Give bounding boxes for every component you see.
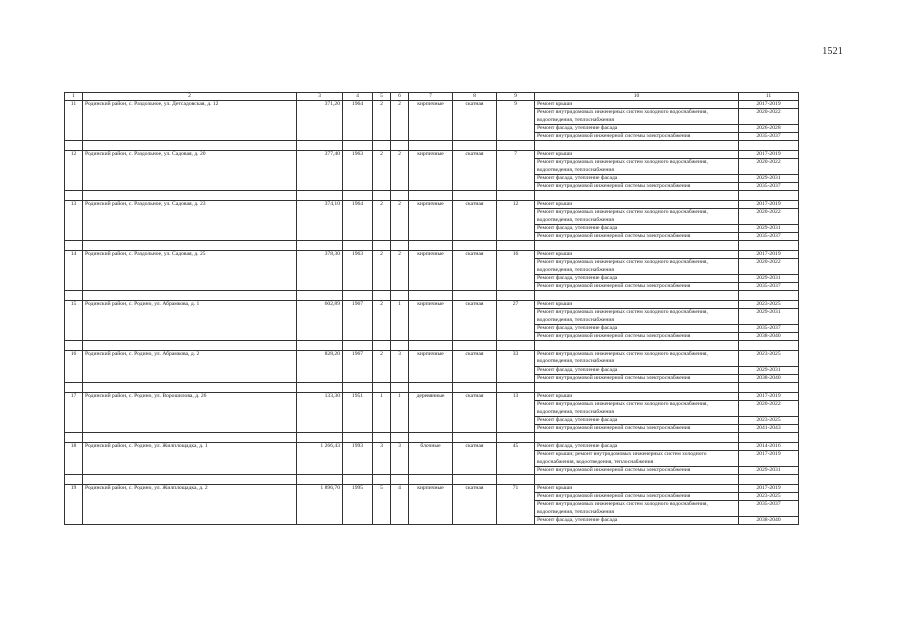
spacer-cell bbox=[739, 291, 799, 301]
record-area: 1 896,70 bbox=[297, 484, 343, 524]
spacer-cell bbox=[453, 341, 497, 351]
work-period: 2029-2031 bbox=[739, 309, 799, 324]
spacer-cell bbox=[535, 191, 739, 201]
spacer-cell bbox=[391, 433, 409, 443]
record-entrances: 2 bbox=[391, 101, 409, 141]
spacer-cell bbox=[391, 291, 409, 301]
spacer-cell bbox=[391, 191, 409, 201]
work-name: Ремонт фасада, утепление фасада bbox=[535, 416, 739, 424]
table-row bbox=[65, 393, 799, 401]
spacer-cell bbox=[409, 291, 453, 301]
record-floors: 3 bbox=[373, 443, 391, 475]
work-name: Ремонт внутридомовой инженерной системы электроснабжения bbox=[535, 374, 739, 382]
column-number: 5 bbox=[373, 93, 391, 101]
work-name: Ремонт крыши bbox=[535, 101, 739, 109]
spacer-cell bbox=[373, 383, 391, 393]
spacer-cell bbox=[373, 191, 391, 201]
spacer-cell bbox=[343, 341, 373, 351]
table-row bbox=[65, 301, 799, 309]
work-period: 2035-2037 bbox=[739, 233, 799, 241]
record-address: Родинский район, с. Родино, ул. Жилплощадка, д. 2 bbox=[83, 484, 297, 524]
spacer-cell bbox=[497, 191, 535, 201]
record-floors: 2 bbox=[373, 151, 391, 191]
spacer-cell bbox=[343, 191, 373, 201]
spacer-cell bbox=[409, 433, 453, 443]
record-year: 1964 bbox=[343, 101, 373, 141]
spacer-cell bbox=[453, 191, 497, 201]
record-spacer-row bbox=[65, 241, 799, 251]
work-name: Ремонт фасада, утепление фасада bbox=[535, 443, 739, 451]
record-entrances: 2 bbox=[391, 151, 409, 191]
record-address: Родинский район, с. Родино, ул. Абрамкова, д. 1 bbox=[83, 301, 297, 341]
work-period: 2035-2037 bbox=[739, 183, 799, 191]
work-period: 2017-2019 bbox=[739, 484, 799, 492]
table-row bbox=[65, 443, 799, 451]
spacer-cell bbox=[497, 241, 535, 251]
spacer-cell bbox=[409, 141, 453, 151]
table-row bbox=[65, 201, 799, 209]
spacer-cell bbox=[391, 474, 409, 484]
spacer-cell bbox=[373, 241, 391, 251]
spacer-cell bbox=[453, 474, 497, 484]
work-period: 2029-2031 bbox=[739, 174, 799, 182]
record-apartments: 33 bbox=[497, 351, 535, 383]
spacer-cell bbox=[83, 383, 297, 393]
work-name: Ремонт внутридомовых инженерных систем холодного водоснабжения, водоотведения, теплоснабжения bbox=[535, 501, 739, 516]
spacer-cell bbox=[83, 433, 297, 443]
record-number: 18 bbox=[65, 443, 83, 475]
work-name: Ремонт внутридомовых инженерных систем холодного водоснабжения, водоотведения, теплоснабжения bbox=[535, 109, 739, 124]
spacer-cell bbox=[739, 191, 799, 201]
spacer-cell bbox=[343, 291, 373, 301]
record-area: 828,20 bbox=[297, 351, 343, 383]
record-wall-material: деревянные bbox=[409, 393, 453, 433]
work-period: 2038-2040 bbox=[739, 516, 799, 524]
record-floors: 2 bbox=[373, 351, 391, 383]
record-year: 1993 bbox=[343, 443, 373, 475]
record-year: 1967 bbox=[343, 301, 373, 341]
record-spacer-row bbox=[65, 383, 799, 393]
spacer-cell bbox=[497, 474, 535, 484]
spacer-cell bbox=[391, 241, 409, 251]
spacer-cell bbox=[497, 141, 535, 151]
work-name: Ремонт внутридомовой инженерной системы электроснабжения bbox=[535, 493, 739, 501]
record-number: 17 bbox=[65, 393, 83, 433]
spacer-cell bbox=[739, 433, 799, 443]
record-spacer-row bbox=[65, 433, 799, 443]
record-spacer-row bbox=[65, 341, 799, 351]
work-period: 2038-2040 bbox=[739, 333, 799, 341]
table-body bbox=[65, 93, 799, 525]
record-address: Родинский район, с. Раздольное, ул. Детсадовская, д. 12 bbox=[83, 101, 297, 141]
spacer-cell bbox=[343, 141, 373, 151]
record-wall-material: кирпичные bbox=[409, 251, 453, 291]
spacer-cell bbox=[739, 474, 799, 484]
record-year: 1995 bbox=[343, 484, 373, 524]
record-roof-type: скатная bbox=[453, 151, 497, 191]
work-period: 2023-2025 bbox=[739, 301, 799, 309]
work-period: 2035-2037 bbox=[739, 501, 799, 516]
work-name: Ремонт внутридомовых инженерных систем холодного водоснабжения, водоотведения, теплоснабжения bbox=[535, 259, 739, 274]
spacer-cell bbox=[497, 341, 535, 351]
column-number: 9 bbox=[497, 93, 535, 101]
record-year: 1951 bbox=[343, 393, 373, 433]
spacer-cell bbox=[297, 141, 343, 151]
work-name: Ремонт внутридомовой инженерной системы электроснабжения bbox=[535, 233, 739, 241]
work-name: Ремонт фасада, утепление фасада bbox=[535, 324, 739, 332]
spacer-cell bbox=[373, 141, 391, 151]
record-floors: 2 bbox=[373, 251, 391, 291]
record-wall-material: кирпичные bbox=[409, 151, 453, 191]
spacer-cell bbox=[297, 241, 343, 251]
column-number: 7 bbox=[409, 93, 453, 101]
spacer-cell bbox=[65, 191, 83, 201]
record-apartments: 13 bbox=[497, 393, 535, 433]
spacer-cell bbox=[535, 141, 739, 151]
record-apartments: 27 bbox=[497, 301, 535, 341]
record-spacer-row bbox=[65, 141, 799, 151]
record-spacer-row bbox=[65, 191, 799, 201]
housing-registry-table bbox=[64, 92, 799, 525]
work-period: 2017-2019 bbox=[739, 151, 799, 159]
spacer-cell bbox=[343, 433, 373, 443]
record-entrances: 2 bbox=[391, 201, 409, 241]
spacer-cell bbox=[535, 383, 739, 393]
work-period: 2038-2040 bbox=[739, 374, 799, 382]
spacer-cell bbox=[535, 433, 739, 443]
spacer-cell bbox=[739, 141, 799, 151]
work-name: Ремонт крыши bbox=[535, 484, 739, 492]
record-roof-type: скатная bbox=[453, 443, 497, 475]
record-number: 11 bbox=[65, 101, 83, 141]
record-wall-material: кирпичные bbox=[409, 301, 453, 341]
record-area: 602,89 bbox=[297, 301, 343, 341]
column-number: 4 bbox=[343, 93, 373, 101]
spacer-cell bbox=[83, 291, 297, 301]
work-name: Ремонт внутридомовой инженерной системы электроснабжения bbox=[535, 133, 739, 141]
work-period: 2020-2022 bbox=[739, 259, 799, 274]
table-row bbox=[65, 151, 799, 159]
record-wall-material: кирпичные bbox=[409, 484, 453, 524]
column-number: 10 bbox=[535, 93, 739, 101]
record-entrances: 3 bbox=[391, 351, 409, 383]
spacer-cell bbox=[535, 341, 739, 351]
spacer-cell bbox=[497, 433, 535, 443]
work-name: Ремонт внутридомовых инженерных систем холодного водоснабжения, водоотведения, теплоснабжения bbox=[535, 351, 739, 366]
record-address: Родинский район, с. Раздольное, ул. Садовая, д. 25 bbox=[83, 251, 297, 291]
work-period: 2023-2025 bbox=[739, 416, 799, 424]
record-spacer-row bbox=[65, 474, 799, 484]
spacer-cell bbox=[65, 433, 83, 443]
record-number: 19 bbox=[65, 484, 83, 524]
record-roof-type: скатная bbox=[453, 201, 497, 241]
spacer-cell bbox=[83, 474, 297, 484]
record-year: 1967 bbox=[343, 351, 373, 383]
work-name: Ремонт внутридомовых инженерных систем холодного водоснабжения, водоотведения, теплоснабжения bbox=[535, 209, 739, 224]
record-floors: 2 bbox=[373, 201, 391, 241]
work-name: Ремонт внутридомовой инженерной системы электроснабжения bbox=[535, 466, 739, 474]
record-area: 377,40 bbox=[297, 151, 343, 191]
work-period: 2014-2016 bbox=[739, 443, 799, 451]
spacer-cell bbox=[391, 141, 409, 151]
record-entrances: 1 bbox=[391, 301, 409, 341]
record-wall-material: кирпичные bbox=[409, 101, 453, 141]
column-numbers-row bbox=[65, 93, 799, 101]
work-period: 2035-2037 bbox=[739, 324, 799, 332]
spacer-cell bbox=[739, 341, 799, 351]
record-area: 1 266,43 bbox=[297, 443, 343, 475]
record-number: 15 bbox=[65, 301, 83, 341]
work-period: 2017-2019 bbox=[739, 451, 799, 466]
spacer-cell bbox=[65, 341, 83, 351]
work-period: 2017-2019 bbox=[739, 101, 799, 109]
record-roof-type: скатная bbox=[453, 393, 497, 433]
spacer-cell bbox=[497, 383, 535, 393]
record-floors: 2 bbox=[373, 301, 391, 341]
spacer-cell bbox=[65, 383, 83, 393]
spacer-cell bbox=[409, 191, 453, 201]
spacer-cell bbox=[297, 383, 343, 393]
spacer-cell bbox=[535, 291, 739, 301]
work-period: 2035-2037 bbox=[739, 283, 799, 291]
work-name: Ремонт фасада, утепление фасада bbox=[535, 224, 739, 232]
work-period: 2041-2043 bbox=[739, 424, 799, 432]
work-period: 2029-2031 bbox=[739, 466, 799, 474]
record-year: 1963 bbox=[343, 251, 373, 291]
work-name: Ремонт внутридомовых инженерных систем холодного водоснабжения, водоотведения, теплоснабжения bbox=[535, 401, 739, 416]
work-period: 2029-2031 bbox=[739, 274, 799, 282]
spacer-cell bbox=[453, 141, 497, 151]
record-number: 12 bbox=[65, 151, 83, 191]
column-number: 1 bbox=[65, 93, 83, 101]
work-period: 2020-2022 bbox=[739, 109, 799, 124]
work-name: Ремонт фасада, утепление фасада bbox=[535, 516, 739, 524]
spacer-cell bbox=[343, 383, 373, 393]
spacer-cell bbox=[391, 383, 409, 393]
record-roof-type: скатная bbox=[453, 101, 497, 141]
record-roof-type: скатная bbox=[453, 484, 497, 524]
record-area: 133,30 bbox=[297, 393, 343, 433]
work-name: Ремонт внутридомовой инженерной системы электроснабжения bbox=[535, 424, 739, 432]
record-entrances: 3 bbox=[391, 443, 409, 475]
work-period: 2029-2031 bbox=[739, 224, 799, 232]
work-name: Ремонт крыши bbox=[535, 251, 739, 259]
spacer-cell bbox=[65, 474, 83, 484]
record-year: 1964 bbox=[343, 201, 373, 241]
spacer-cell bbox=[83, 191, 297, 201]
spacer-cell bbox=[409, 474, 453, 484]
record-area: 378,30 bbox=[297, 251, 343, 291]
work-period: 2023-2025 bbox=[739, 493, 799, 501]
spacer-cell bbox=[373, 433, 391, 443]
work-name: Ремонт фасада, утепление фасада bbox=[535, 366, 739, 374]
record-apartments: 16 bbox=[497, 251, 535, 291]
record-floors: 2 bbox=[373, 101, 391, 141]
spacer-cell bbox=[297, 341, 343, 351]
spacer-cell bbox=[739, 241, 799, 251]
work-name: Ремонт крыши bbox=[535, 201, 739, 209]
spacer-cell bbox=[535, 241, 739, 251]
record-spacer-row bbox=[65, 291, 799, 301]
table-row bbox=[65, 101, 799, 109]
record-wall-material: кирпичные bbox=[409, 201, 453, 241]
work-period: 2020-2022 bbox=[739, 401, 799, 416]
record-roof-type: скатная bbox=[453, 251, 497, 291]
spacer-cell bbox=[297, 291, 343, 301]
spacer-cell bbox=[409, 383, 453, 393]
work-name: Ремонт внутридомовой инженерной системы электроснабжения bbox=[535, 283, 739, 291]
work-period: 2017-2019 bbox=[739, 201, 799, 209]
column-number: 11 bbox=[739, 93, 799, 101]
work-name: Ремонт крыши; ремонт внутридомовых инженерных систем холодного водоснабжения, водоотведения, теплоснабжения bbox=[535, 451, 739, 466]
spacer-cell bbox=[453, 433, 497, 443]
record-number: 13 bbox=[65, 201, 83, 241]
spacer-cell bbox=[343, 474, 373, 484]
spacer-cell bbox=[65, 141, 83, 151]
record-apartments: 12 bbox=[497, 201, 535, 241]
column-number: 2 bbox=[83, 93, 297, 101]
record-floors: 1 bbox=[373, 393, 391, 433]
record-entrances: 2 bbox=[391, 251, 409, 291]
spacer-cell bbox=[83, 241, 297, 251]
record-wall-material: кирпичные bbox=[409, 351, 453, 383]
spacer-cell bbox=[373, 291, 391, 301]
spacer-cell bbox=[409, 341, 453, 351]
record-number: 14 bbox=[65, 251, 83, 291]
page-number: 1521 bbox=[822, 46, 843, 57]
work-period: 2035-2037 bbox=[739, 133, 799, 141]
spacer-cell bbox=[497, 291, 535, 301]
record-address: Родинский район, с. Раздольное, ул. Садовая, д. 20 bbox=[83, 151, 297, 191]
record-apartments: 71 bbox=[497, 484, 535, 524]
record-area: 374,10 bbox=[297, 201, 343, 241]
work-name: Ремонт внутридомовых инженерных систем холодного водоснабжения, водоотведения, теплоснабжения bbox=[535, 309, 739, 324]
record-apartments: 7 bbox=[497, 151, 535, 191]
record-apartments: 45 bbox=[497, 443, 535, 475]
work-name: Ремонт фасада, утепление фасада bbox=[535, 174, 739, 182]
record-address: Родинский район, с. Раздольное, ул. Садовая, д. 23 bbox=[83, 201, 297, 241]
table-row bbox=[65, 351, 799, 366]
work-name: Ремонт крыши bbox=[535, 151, 739, 159]
spacer-cell bbox=[297, 191, 343, 201]
record-entrances: 4 bbox=[391, 484, 409, 524]
column-number: 6 bbox=[391, 93, 409, 101]
spacer-cell bbox=[535, 474, 739, 484]
spacer-cell bbox=[373, 341, 391, 351]
column-number: 8 bbox=[453, 93, 497, 101]
spacer-cell bbox=[453, 241, 497, 251]
work-name: Ремонт фасада, утепление фасада bbox=[535, 124, 739, 132]
record-roof-type: скатная bbox=[453, 351, 497, 383]
record-number: 16 bbox=[65, 351, 83, 383]
spacer-cell bbox=[453, 383, 497, 393]
spacer-cell bbox=[391, 341, 409, 351]
record-area: 371,20 bbox=[297, 101, 343, 141]
record-wall-material: блочные bbox=[409, 443, 453, 475]
work-period: 2026-2028 bbox=[739, 124, 799, 132]
table-row bbox=[65, 484, 799, 492]
spacer-cell bbox=[343, 241, 373, 251]
work-period: 2017-2019 bbox=[739, 251, 799, 259]
spacer-cell bbox=[83, 141, 297, 151]
spacer-cell bbox=[739, 383, 799, 393]
column-number: 3 bbox=[297, 93, 343, 101]
work-period: 2020-2022 bbox=[739, 159, 799, 174]
work-period: 2029-2031 bbox=[739, 366, 799, 374]
work-period: 2017-2019 bbox=[739, 393, 799, 401]
spacer-cell bbox=[65, 291, 83, 301]
record-address: Родинский район, с. Родино, ул. Жилплощадка, д. 1 bbox=[83, 443, 297, 475]
work-name: Ремонт внутридомовых инженерных систем холодного водоснабжения, водоотведения, теплоснабжения bbox=[535, 159, 739, 174]
work-period: 2023-2025 bbox=[739, 351, 799, 366]
spacer-cell bbox=[297, 474, 343, 484]
record-apartments: 9 bbox=[497, 101, 535, 141]
work-name: Ремонт крыши bbox=[535, 393, 739, 401]
spacer-cell bbox=[297, 433, 343, 443]
work-name: Ремонт крыши bbox=[535, 301, 739, 309]
spacer-cell bbox=[83, 341, 297, 351]
work-period: 2020-2022 bbox=[739, 209, 799, 224]
record-address: Родинский район, с. Родино, ул. Абрамкова, д. 2 bbox=[83, 351, 297, 383]
work-name: Ремонт внутридомовой инженерной системы электроснабжения bbox=[535, 183, 739, 191]
spacer-cell bbox=[409, 241, 453, 251]
work-name: Ремонт фасада, утепление фасада bbox=[535, 274, 739, 282]
record-address: Родинский район, с. Родино, ул. Ворошилова, д. 26 bbox=[83, 393, 297, 433]
spacer-cell bbox=[373, 474, 391, 484]
spacer-cell bbox=[65, 241, 83, 251]
record-floors: 5 bbox=[373, 484, 391, 524]
table-row bbox=[65, 251, 799, 259]
spacer-cell bbox=[453, 291, 497, 301]
record-entrances: 1 bbox=[391, 393, 409, 433]
work-name: Ремонт внутридомовой инженерной системы электроснабжения bbox=[535, 333, 739, 341]
record-year: 1963 bbox=[343, 151, 373, 191]
record-roof-type: скатная bbox=[453, 301, 497, 341]
